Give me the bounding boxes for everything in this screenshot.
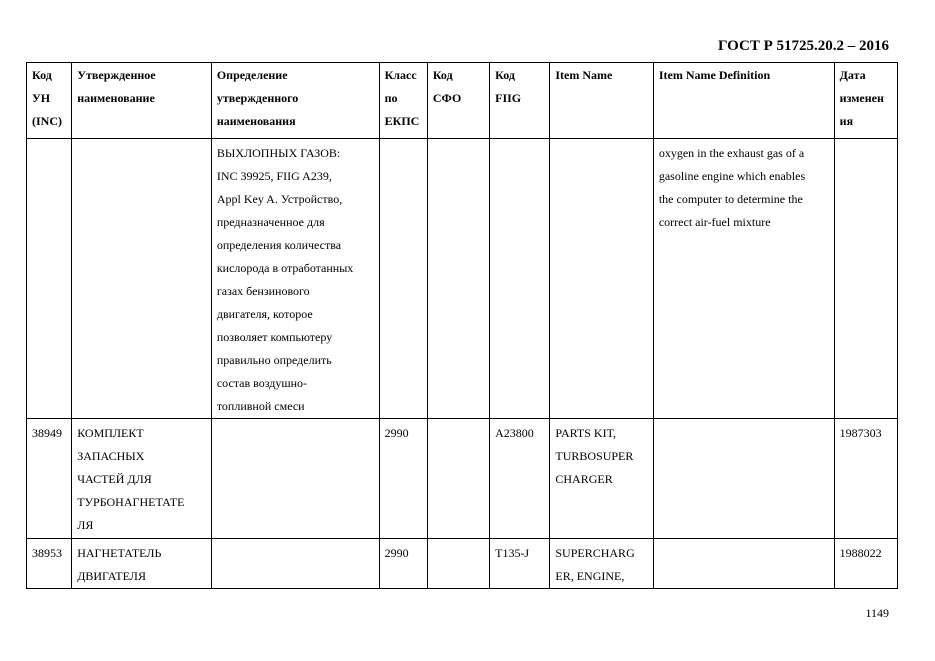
page-number: 1149 xyxy=(865,606,889,620)
cell-fiig-code xyxy=(490,139,550,419)
cell-inc-code xyxy=(27,139,72,419)
header-approved-name: Утвержденное наименование xyxy=(72,63,212,139)
header-ekps-class: Класс по ЕКПС xyxy=(379,63,427,139)
cell-fiig-code: T135-J xyxy=(490,539,550,589)
cell-approved-name: КОМПЛЕКТ ЗАПАСНЫХ ЧАСТЕЙ ДЛЯ ТУРБОНАГНЕТАТЕ ЛЯ xyxy=(72,419,212,539)
cell-name-definition xyxy=(211,419,379,539)
cell-change-date: 1988022 xyxy=(834,539,897,589)
cell-item-name: PARTS KIT, TURBOSUPER CHARGER xyxy=(550,419,653,539)
cell-ekps-class xyxy=(379,139,427,419)
header-item-name: Item Name xyxy=(550,63,653,139)
cell-name-definition xyxy=(211,539,379,589)
header-fiig-code: Код FIIG xyxy=(490,63,550,139)
table-row xyxy=(27,139,898,419)
cell-fiig-code: A23800 xyxy=(490,419,550,539)
cell-sfo-code xyxy=(427,419,489,539)
cell-inc-code: 38953 xyxy=(27,539,72,589)
cell-item-name: SUPERCHARG ER, ENGINE, xyxy=(550,539,653,589)
header-name-definition: Определение утвержденного наименования xyxy=(211,63,379,139)
header-sfo-code: Код СФО xyxy=(427,63,489,139)
cell-item-name xyxy=(550,139,653,419)
header-item-name-definition: Item Name Definition xyxy=(653,63,834,139)
cell-ekps-class: 2990 xyxy=(379,539,427,589)
table-row xyxy=(27,539,898,589)
cell-name-definition: ВЫХЛОПНЫХ ГАЗОВ: INC 39925, FIIG A239, Appl Key A. Устройство, предназначенное для определения количества кислорода в отработанных газах бензинового двигателя, которое позволяет компьютеру правильно определить состав воздушно- топливной смеси xyxy=(211,139,379,419)
cell-sfo-code xyxy=(427,139,489,419)
table-row xyxy=(27,419,898,539)
cell-sfo-code xyxy=(427,539,489,589)
data-table xyxy=(26,62,898,589)
document-header: ГОСТ Р 51725.20.2 – 2016 xyxy=(717,38,889,54)
cell-change-date: 1987303 xyxy=(834,419,897,539)
header-inc-code: Код УН (INC) xyxy=(27,63,72,139)
cell-item-name-definition xyxy=(653,539,834,589)
cell-approved-name: НАГНЕТАТЕЛЬ ДВИГАТЕЛЯ xyxy=(72,539,212,589)
cell-approved-name xyxy=(72,139,212,419)
cell-inc-code: 38949 xyxy=(27,419,72,539)
cell-ekps-class: 2990 xyxy=(379,419,427,539)
cell-change-date xyxy=(834,139,897,419)
header-change-date: Дата изменен ия xyxy=(834,63,897,139)
table-header-row xyxy=(27,63,898,139)
cell-item-name-definition: oxygen in the exhaust gas of a gasoline engine which enables the computer to determine the correct air-fuel mixture xyxy=(653,139,834,419)
cell-item-name-definition xyxy=(653,419,834,539)
